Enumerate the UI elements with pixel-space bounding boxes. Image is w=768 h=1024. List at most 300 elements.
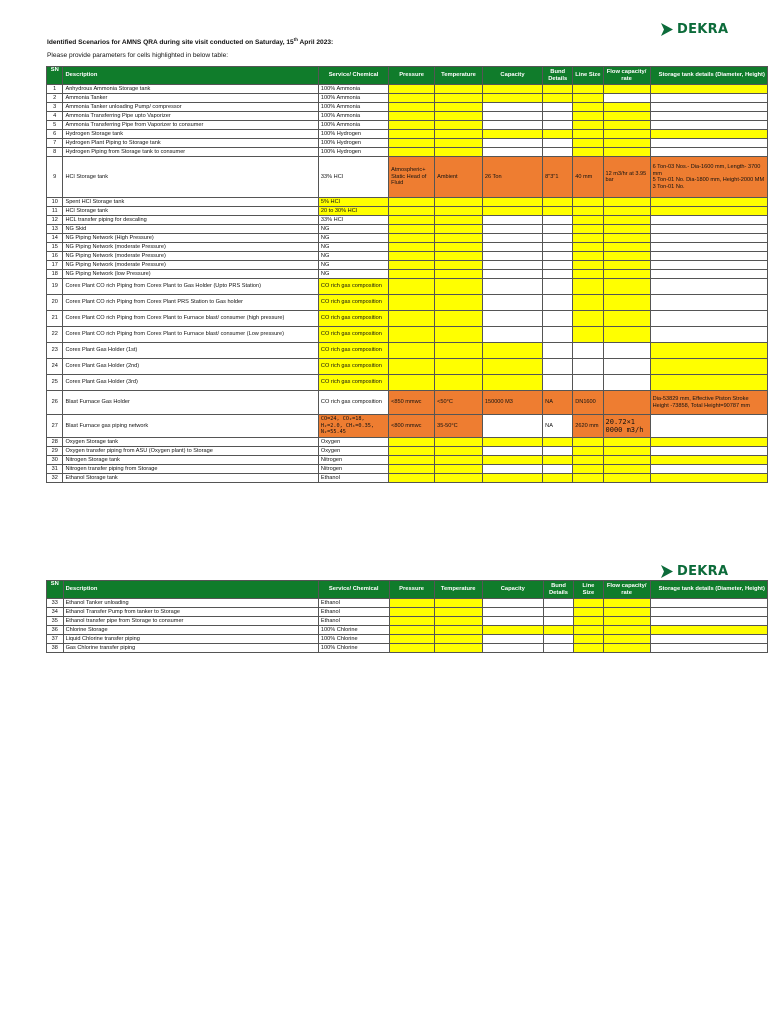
pressure-cell (389, 295, 435, 311)
tank-details-cell (650, 295, 767, 311)
table-row (47, 279, 768, 295)
temperature-cell (435, 261, 483, 270)
tank-details-cell (650, 198, 767, 207)
table-row (47, 644, 768, 653)
service-cell: Nitrogen (318, 465, 388, 474)
capacity-cell (482, 375, 542, 391)
capacity-cell (482, 456, 542, 465)
service-cell: 100% Chlorine (318, 626, 389, 635)
capacity-cell (482, 121, 542, 130)
table-row (47, 148, 768, 157)
bund-cell (543, 216, 573, 225)
table-row (47, 311, 768, 327)
flow-cell (603, 130, 650, 139)
service-cell: Oxygen (318, 438, 388, 447)
table-row (47, 243, 768, 252)
description-cell: Hydrogen Piping from Storage tank to consumer (63, 148, 318, 157)
service-cell: 100% Ammonia (318, 94, 388, 103)
description-cell: NG Piping Network (moderate Pressure) (63, 261, 318, 270)
sn-cell: 24 (47, 359, 63, 375)
pressure-cell: <800 mmwc (389, 415, 435, 438)
flow-cell (603, 465, 650, 474)
pressure-cell (389, 112, 435, 121)
tank-details-cell (650, 207, 767, 216)
table-row (47, 617, 768, 626)
service-cell: 100% Ammonia (318, 85, 388, 94)
flow-cell (603, 474, 650, 483)
flow-cell (603, 359, 650, 375)
table-row (47, 599, 768, 608)
bund-cell (543, 261, 573, 270)
sn-cell: 33 (47, 599, 64, 608)
pressure-cell (389, 447, 435, 456)
table-row (47, 465, 768, 474)
bund-cell (543, 375, 573, 391)
table-row (47, 85, 768, 94)
bund-cell (543, 608, 573, 617)
table-row (47, 261, 768, 270)
line-size-cell (573, 359, 603, 375)
table-row (47, 112, 768, 121)
capacity-cell (482, 635, 543, 644)
line-size-cell (573, 139, 603, 148)
sn-cell: 7 (47, 139, 63, 148)
tank-details-cell (650, 234, 767, 243)
col-capacity: Capacity (482, 67, 542, 85)
line-size-cell (573, 121, 603, 130)
col-line: Line Size (573, 67, 603, 85)
flow-cell (603, 261, 650, 270)
capacity-cell (482, 343, 542, 359)
description-cell: Corex Plant Gas Holder (2nd) (63, 359, 318, 375)
pressure-cell (389, 261, 435, 270)
capacity-cell (482, 216, 542, 225)
description-cell: Corex Plant CO rich Piping from Corex Plant to Furnace blast/ consumer (high pressure) (63, 311, 318, 327)
description-cell: Anhydrous Ammonia Storage tank (63, 85, 318, 94)
temperature-cell (435, 343, 483, 359)
bund-cell (543, 438, 573, 447)
bund-cell (543, 359, 573, 375)
flow-cell (603, 103, 650, 112)
line-size-cell (573, 207, 603, 216)
pressure-cell (389, 103, 435, 112)
line-size-cell (573, 148, 603, 157)
flow-cell (603, 207, 650, 216)
line-size-cell (573, 261, 603, 270)
description-cell: Nitrogen transfer piping from Storage (63, 465, 318, 474)
sn-cell: 23 (47, 343, 63, 359)
capacity-cell (482, 243, 542, 252)
service-cell: Ethanol (318, 474, 388, 483)
bund-cell (543, 130, 573, 139)
table-row (47, 139, 768, 148)
table-row (47, 130, 768, 139)
line-size-cell (574, 644, 604, 653)
tank-details-cell: Dia-53829 mm, Effective Piston Stroke Height -73858, Total Height=90787 mm (650, 391, 767, 415)
temperature-cell (435, 103, 483, 112)
line-size-cell (573, 252, 603, 261)
sn-cell: 34 (47, 608, 64, 617)
description-cell: Blast Furnace Gas Holder (63, 391, 318, 415)
temperature-cell (435, 112, 483, 121)
tank-details-cell (650, 270, 767, 279)
line-size-cell (573, 234, 603, 243)
service-cell: Nitrogen (318, 456, 388, 465)
bund-cell: NA (543, 415, 573, 438)
bund-cell (543, 252, 573, 261)
table-row (47, 447, 768, 456)
table-row (47, 207, 768, 216)
dekra-logo (660, 22, 728, 37)
line-size-cell (573, 112, 603, 121)
temperature-cell (435, 252, 483, 261)
tank-details-cell (650, 626, 767, 635)
table-row (47, 234, 768, 243)
document-title: Identified Scenarios for AMNS QRA during site visit conducted on Saturday, 15th April 2023: (47, 37, 334, 47)
temperature-cell (435, 279, 483, 295)
bund-cell (543, 234, 573, 243)
service-cell: CO rich gas composition (318, 279, 388, 295)
tank-details-cell (650, 148, 767, 157)
table-row (47, 375, 768, 391)
pressure-cell (389, 234, 435, 243)
pressure-cell (389, 130, 435, 139)
line-size-cell (573, 103, 603, 112)
pressure-cell (389, 121, 435, 130)
col-sn: SN (47, 581, 64, 599)
service-cell: CO=24, CO₂=18, H₂=2.0, CH₄=0.35, N₂=55.45 (318, 415, 388, 438)
service-cell: Oxygen (318, 447, 388, 456)
sn-cell: 31 (47, 465, 63, 474)
tank-details-cell (650, 465, 767, 474)
capacity-cell (482, 415, 542, 438)
service-cell: NG (318, 225, 388, 234)
capacity-cell (482, 103, 542, 112)
tank-details-cell (650, 279, 767, 295)
pressure-cell (389, 599, 434, 608)
sn-cell: 32 (47, 474, 63, 483)
capacity-cell (482, 225, 542, 234)
capacity-cell (482, 112, 542, 121)
service-cell: CO rich gas composition (318, 311, 388, 327)
bund-cell (543, 279, 573, 295)
tank-details-cell (650, 311, 767, 327)
line-size-cell (573, 270, 603, 279)
table-row (47, 157, 768, 198)
col-bund: Bund Details (543, 67, 573, 85)
bund-cell (543, 112, 573, 121)
table-header-row (47, 581, 768, 599)
description-cell: Spent HCl Storage tank (63, 198, 318, 207)
table-row (47, 474, 768, 483)
dekra-arrow-icon (660, 22, 674, 37)
sn-cell: 28 (47, 438, 63, 447)
flow-cell (603, 311, 650, 327)
col-pressure: Pressure (389, 67, 435, 85)
description-cell: Ammonia Tanker unloading Pump/ compressor (63, 103, 318, 112)
table-row (47, 252, 768, 261)
flow-cell (603, 121, 650, 130)
pressure-cell (389, 85, 435, 94)
bund-cell (543, 644, 573, 653)
capacity-cell (482, 465, 542, 474)
bund-cell (543, 198, 573, 207)
pressure-cell (389, 311, 435, 327)
capacity-cell (482, 599, 543, 608)
table-row (47, 391, 768, 415)
pressure-cell (389, 608, 434, 617)
description-cell: Ammonia Transferring Pipe upto Vaporizer (63, 112, 318, 121)
temperature-cell (435, 359, 483, 375)
line-size-cell (573, 295, 603, 311)
line-size-cell (573, 447, 603, 456)
sn-cell: 8 (47, 148, 63, 157)
tank-details-cell (650, 130, 767, 139)
description-cell: Corex Plant CO rich Piping from Corex Plant to Gas Holder (Upto PRS Station) (63, 279, 318, 295)
line-size-cell (574, 617, 604, 626)
line-size-cell (574, 608, 604, 617)
tank-details-cell (650, 415, 767, 438)
table-row (47, 94, 768, 103)
col-temperature: Temperature (434, 581, 482, 599)
line-size-cell (573, 327, 603, 343)
sn-cell: 25 (47, 375, 63, 391)
sn-cell: 35 (47, 617, 64, 626)
pressure-cell (389, 327, 435, 343)
pressure-cell (389, 635, 434, 644)
service-cell: 100% Ammonia (318, 121, 388, 130)
scenario-table-2 (46, 580, 768, 653)
temperature-cell (435, 139, 483, 148)
bund-cell (543, 207, 573, 216)
service-cell: NG (318, 243, 388, 252)
dekra-logo-2 (660, 564, 728, 579)
temperature-cell (435, 243, 483, 252)
sn-cell: 18 (47, 270, 63, 279)
description-cell: Ammonia Transferring Pipe from Vaporizer to consumer (63, 121, 318, 130)
flow-cell (603, 85, 650, 94)
tank-details-cell (650, 121, 767, 130)
flow-cell (603, 148, 650, 157)
description-cell: NG Piping Network (moderate Pressure) (63, 252, 318, 261)
bund-cell (543, 243, 573, 252)
line-size-cell (573, 311, 603, 327)
temperature-cell (435, 85, 483, 94)
bund-cell (543, 465, 573, 474)
bund-cell (543, 617, 573, 626)
service-cell: CO rich gas composition (318, 327, 388, 343)
temperature-cell (435, 327, 483, 343)
line-size-cell (573, 216, 603, 225)
line-size-cell (573, 343, 603, 359)
table-row (47, 438, 768, 447)
temperature-cell (435, 121, 483, 130)
line-size-cell (573, 456, 603, 465)
capacity-cell (482, 447, 542, 456)
pressure-cell (389, 270, 435, 279)
tank-details-cell (650, 252, 767, 261)
bund-cell (543, 103, 573, 112)
service-cell: CO rich gas composition (318, 295, 388, 311)
service-cell: 100% Chlorine (318, 644, 389, 653)
pressure-cell (389, 456, 435, 465)
temperature-cell (435, 447, 483, 456)
flow-cell (603, 234, 650, 243)
temperature-cell (434, 644, 482, 653)
table-row (47, 327, 768, 343)
col-flow: Flow capacity/ rate (603, 67, 650, 85)
document-subtitle: Please provide parameters for cells highlighted in below table: (47, 52, 229, 59)
capacity-cell (482, 279, 542, 295)
sn-cell: 17 (47, 261, 63, 270)
flow-cell (603, 327, 650, 343)
temperature-cell (435, 474, 483, 483)
col-temperature: Temperature (435, 67, 483, 85)
pressure-cell (389, 375, 435, 391)
bund-cell (543, 343, 573, 359)
service-cell: CO rich gas composition (318, 359, 388, 375)
tank-details-cell (650, 243, 767, 252)
flow-cell (603, 112, 650, 121)
pressure-cell (389, 343, 435, 359)
capacity-cell (482, 130, 542, 139)
temperature-cell (435, 438, 483, 447)
capacity-cell (482, 198, 542, 207)
description-cell: Corex Plant CO rich Piping from Corex Plant to Furnace blast/ consumer (Low pressure) (63, 327, 318, 343)
service-cell: NG (318, 234, 388, 243)
bund-cell (543, 474, 573, 483)
service-cell: CO rich gas composition (318, 343, 388, 359)
sn-cell: 29 (47, 447, 63, 456)
bund-cell (543, 270, 573, 279)
capacity-cell (482, 608, 543, 617)
pressure-cell (389, 626, 434, 635)
flow-cell: 20.72×1 0000 m3/h (603, 415, 650, 438)
table-row (47, 359, 768, 375)
capacity-cell (482, 311, 542, 327)
pressure-cell (389, 252, 435, 261)
bund-cell (543, 121, 573, 130)
flow-cell (603, 599, 650, 608)
bund-cell (543, 327, 573, 343)
capacity-cell (482, 139, 542, 148)
pressure-cell (389, 225, 435, 234)
tank-details-cell (650, 94, 767, 103)
flow-cell (603, 270, 650, 279)
temperature-cell (434, 626, 482, 635)
service-cell: 100% Ammonia (318, 112, 388, 121)
description-cell: Ammonia Tanker (63, 94, 318, 103)
flow-cell (603, 225, 650, 234)
service-cell: 100% Hydrogen (318, 139, 388, 148)
service-cell: 100% Ammonia (318, 103, 388, 112)
bund-cell (543, 85, 573, 94)
temperature-cell (435, 270, 483, 279)
col-line: Line Size (574, 581, 604, 599)
temperature-cell (435, 148, 483, 157)
pressure-cell (389, 465, 435, 474)
description-cell: Oxygen transfer piping from ASU (Oxygen plant) to Storage (63, 447, 318, 456)
bund-cell (543, 456, 573, 465)
tank-details-cell (650, 359, 767, 375)
dekra-arrow-icon (660, 564, 674, 579)
description-cell: Chlorine Storage (63, 626, 318, 635)
temperature-cell: Ambient (435, 157, 483, 198)
tank-details-cell (650, 599, 767, 608)
description-cell: Ethanol Storage tank (63, 474, 318, 483)
col-tank: Storage tank details (Diameter, Height) (650, 67, 767, 85)
flow-cell (603, 198, 650, 207)
temperature-cell (435, 456, 483, 465)
bund-cell (543, 635, 573, 644)
col-service: Service/ Chemical (318, 581, 389, 599)
description-cell: HCl Storage tank (63, 157, 318, 198)
sn-cell: 5 (47, 121, 63, 130)
description-cell: Nitrogen Storage tank (63, 456, 318, 465)
tank-details-cell (650, 112, 767, 121)
pressure-cell (389, 207, 435, 216)
bund-cell (543, 94, 573, 103)
tank-details-cell (650, 438, 767, 447)
service-cell: NG (318, 270, 388, 279)
flow-cell (603, 626, 650, 635)
sn-cell: 20 (47, 295, 63, 311)
dekra-logo-text: DEKRA (677, 564, 729, 579)
description-cell: Hydrogen Plant Piping to Storage tank (63, 139, 318, 148)
pressure-cell (389, 438, 435, 447)
description-cell: Corex Plant CO rich Piping from Corex Plant PRS Station to Gas holder (63, 295, 318, 311)
flow-cell (603, 644, 650, 653)
service-cell: Ethanol (318, 617, 389, 626)
line-size-cell (573, 85, 603, 94)
pressure-cell (389, 94, 435, 103)
capacity-cell (482, 207, 542, 216)
description-cell: Gas Chlorine transfer piping (63, 644, 318, 653)
description-cell: Oxygen Storage tank (63, 438, 318, 447)
service-cell: 100% Hydrogen (318, 148, 388, 157)
pressure-cell (389, 474, 435, 483)
capacity-cell (482, 85, 542, 94)
description-cell: Ethanol Transfer Pump from tanker to Storage (63, 608, 318, 617)
sn-cell: 30 (47, 456, 63, 465)
line-size-cell (573, 130, 603, 139)
capacity-cell (482, 261, 542, 270)
tank-details-cell (650, 635, 767, 644)
capacity-cell (482, 270, 542, 279)
flow-cell (603, 343, 650, 359)
bund-cell (543, 447, 573, 456)
tank-details-cell (650, 85, 767, 94)
bund-cell: 8"3"1 (543, 157, 573, 198)
line-size-cell (573, 375, 603, 391)
capacity-cell (482, 94, 542, 103)
flow-cell (603, 216, 650, 225)
capacity-cell (482, 644, 543, 653)
flow-cell (603, 391, 650, 415)
tank-details-cell (650, 139, 767, 148)
tank-details-cell (650, 474, 767, 483)
line-size-cell (573, 465, 603, 474)
capacity-cell (482, 148, 542, 157)
flow-cell (603, 295, 650, 311)
tank-details-cell (650, 225, 767, 234)
sn-cell: 3 (47, 103, 63, 112)
pressure-cell (389, 243, 435, 252)
pressure-cell (389, 148, 435, 157)
line-size-cell (574, 626, 604, 635)
flow-cell (603, 139, 650, 148)
line-size-cell (573, 243, 603, 252)
